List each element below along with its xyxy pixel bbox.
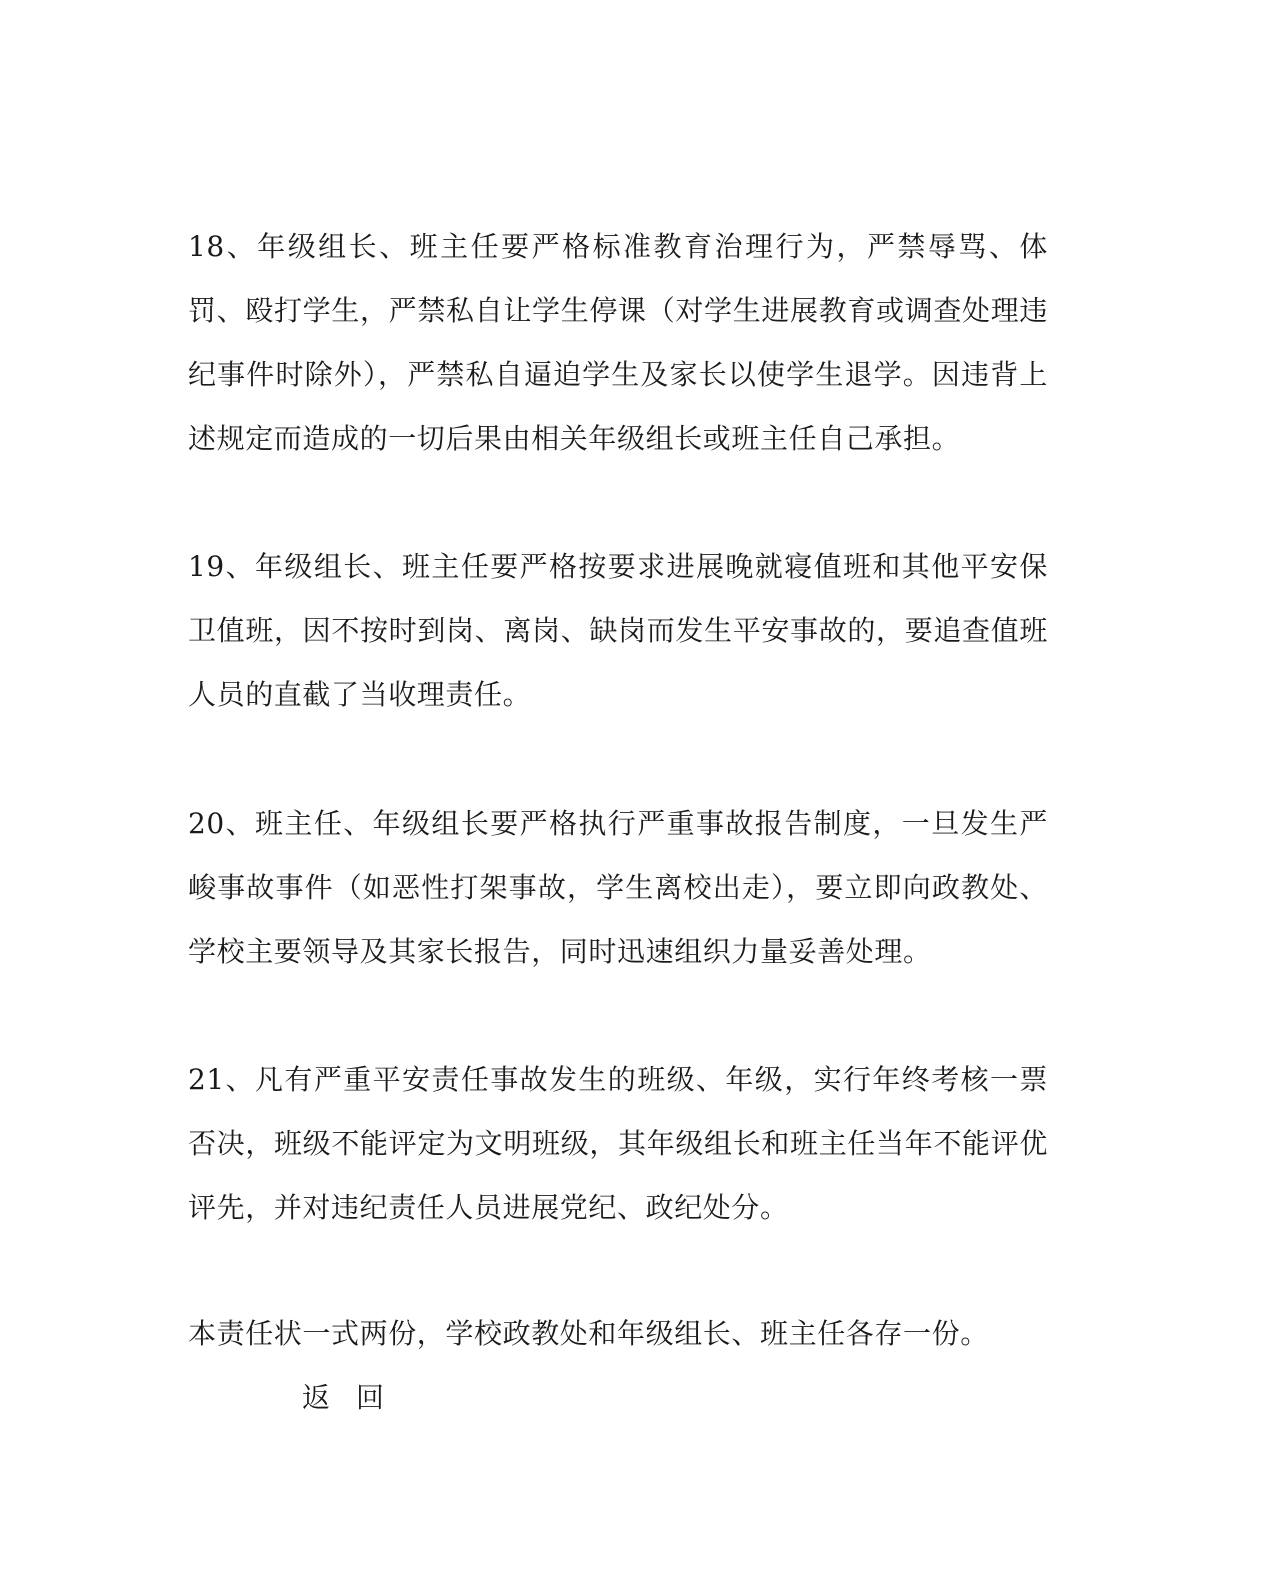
back-link[interactable]: 返回 (302, 1381, 411, 1414)
closing-note: 本责任状一式两份，学校政教处和年级组长、班主任各存一份。 (188, 1317, 989, 1350)
clause-18: 18、年级组长、班主任要严格标准教育治理行为，严禁辱骂、体罚、殴打学生，严禁私自让学生停课（对学生进展教育或调查处理违纪事件时除外），严禁私自逼迫学生及家长以使学生退学。因违背上述规定而造成的一切后果由相关年级组长或班主任自己承担。 (188, 230, 1048, 455)
clause-21: 21、凡有严重平安责任事故发生的班级、年级，实行年终考核一票否决，班级不能评定为文明班级，其年级组长和班主任当年不能评优评先，并对违纪责任人员进展党纪、政纪处分。 (188, 1063, 1048, 1224)
clause-20: 20、班主任、年级组长要严格执行严重事故报告制度，一旦发生严峻事故事件（如恶性打架事故，学生离校出走），要立即向政教处、学校主要领导及其家长报告，同时迅速组织力量妥善处理。 (188, 807, 1048, 968)
clause-19: 19、年级组长、班主任要严格按要求进展晚就寝值班和其他平安保卫值班，因不按时到岗、离岗、缺岗而发生平安事故的，要追查值班人员的直截了当收理责任。 (188, 550, 1048, 711)
